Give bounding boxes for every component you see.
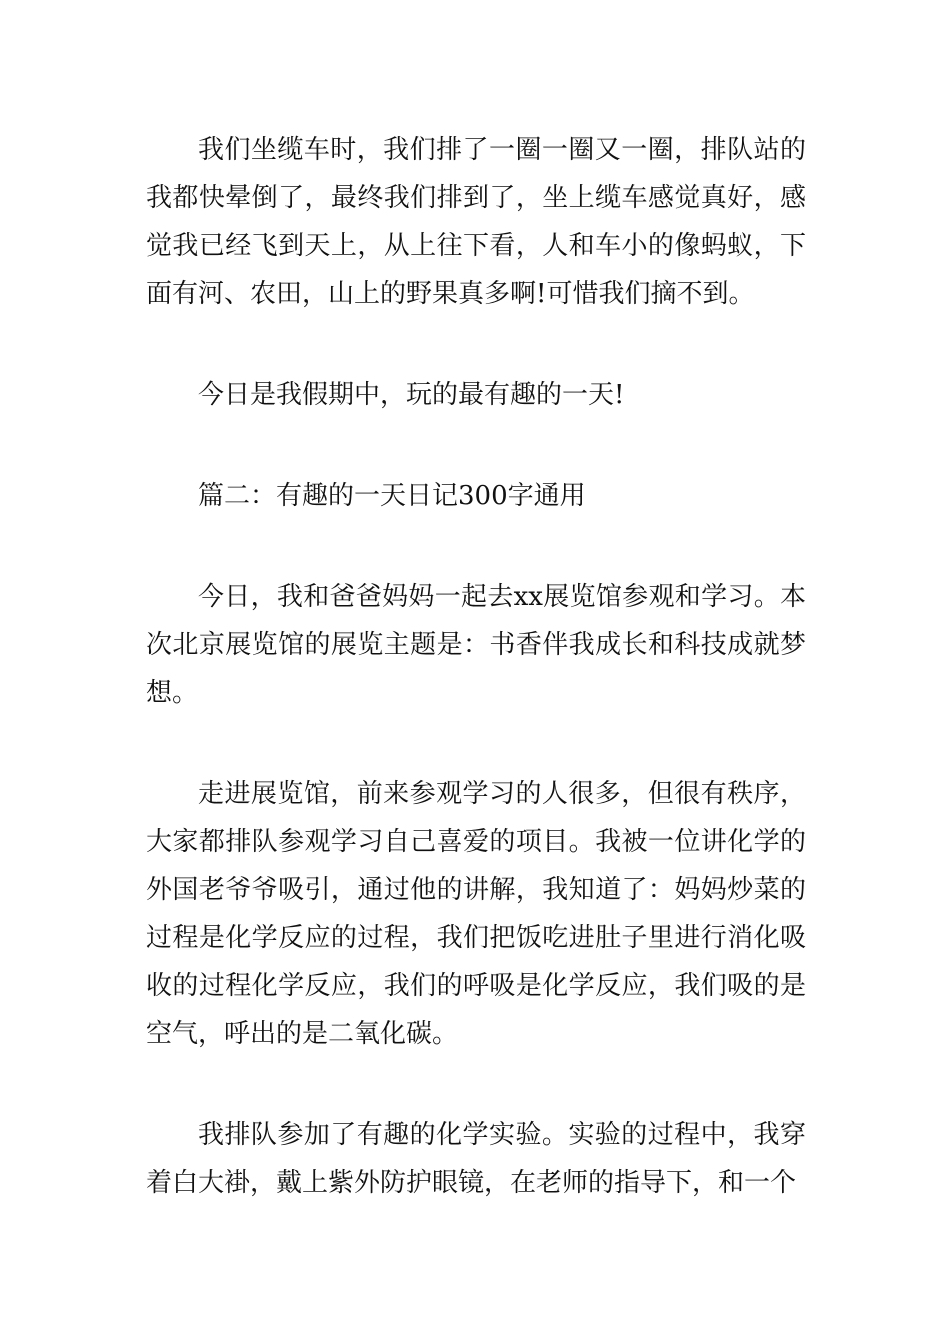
section-heading-part-two: 篇二：有趣的一天日记300字通用 — [198, 481, 586, 511]
paragraph-chemistry-experiment: 我排队参加了有趣的化学实验。实验的过程中，我穿着白大褂，戴上紫外防护眼镜，在老师的指导下，和一个 — [146, 1120, 806, 1198]
paragraph-chemistry-lecture: 走进展览馆，前来参观学习的人很多，但很有秩序，大家都排队参观学习自己喜爱的项目。我被一位讲化学的外国老爷爷吸引，通过他的讲解，我知道了：妈妈炒菜的过程是化学反应的过程，我们把饭吃进肚子里进行消化吸收的过程化学反应，我们的呼吸是化学反应，我们吸的是空气，呼出的是二氧化碳。 — [146, 779, 806, 1049]
document-body — [146, 126, 806, 1260]
paragraph-cable-car: 我们坐缆车时，我们排了一圈一圈又一圈，排队站的我都快晕倒了，最终我们排到了，坐上缆车感觉真好，感觉我已经飞到天上，从上往下看，人和车小的像蚂蚁，下面有河、农田，山上的野果真多啊!可惜我们摘不到。 — [146, 135, 806, 309]
paragraph-exhibition-visit: 今日，我和爸爸妈妈一起去xx展览馆参观和学习。本次北京展览馆的展览主题是：书香伴我成长和科技成就梦想。 — [146, 582, 806, 708]
paragraph-most-fun-day: 今日是我假期中，玩的最有趣的一天! — [198, 380, 625, 410]
